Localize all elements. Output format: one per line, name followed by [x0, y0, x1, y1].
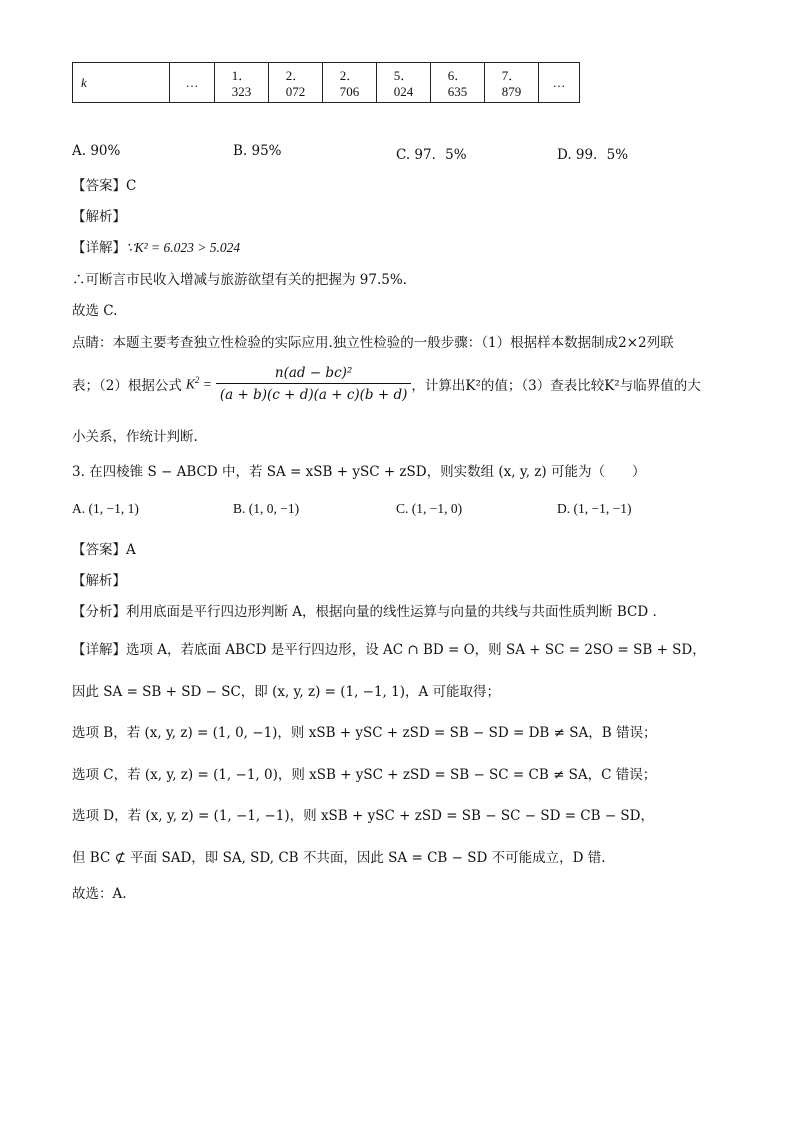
q2-option-b: B. 95%	[233, 143, 282, 159]
q3-detail-line4: 选项 C，若 (x, y, z) = (1, −1, 0)，则 xSB + ySC + zSD = SB − SC = CB ≠ SA，C 错误；	[72, 767, 657, 783]
q3-detail-line1	[72, 638, 706, 658]
answer-tag: 【答案】	[72, 542, 126, 558]
q3-analysis-tag: 【解析】	[72, 573, 126, 589]
q3-stem: 3. 在四棱锥 S − ABCD 中，若 SA = xSB + ySC + zSD，则实数组 (x, y, z) 可能为（ ）	[72, 464, 646, 480]
q3-analysis	[72, 600, 657, 620]
q3-option-a: A. (1, −1, 1)	[72, 501, 139, 516]
analysis-text: 利用底面是平行四边形判断 A，根据向量的线性运算与向量的共线与共面性质判断 BCD .	[126, 604, 657, 620]
q3-option-d: D. (1, −1, −1)	[557, 501, 632, 516]
q3-detail-line5: 选项 D，若 (x, y, z) = (1, −1, −1)，则 xSB + ySC + zSD = SB − SC − SD = CB − SD，	[72, 808, 655, 824]
q2-option-a: A. 90%	[72, 143, 121, 159]
q2-option-c: C. 97．5%	[396, 147, 467, 163]
answer-value: A	[126, 542, 136, 558]
q3-answer	[72, 538, 136, 558]
table-cell: 2．072	[269, 63, 323, 103]
q3-detail-line6: 但 BC ⊄ 平面 SAD，即 SA, SD, CB 不共面，因此 SA = CB − SD 不可能成立，D 错.	[72, 850, 606, 866]
k-squared: $K^2$ =	[185, 375, 212, 392]
table-cell: 7．879	[485, 63, 539, 103]
answer-tag: 【答案】	[72, 178, 126, 194]
note-text: 表；（2）根据公式	[72, 378, 182, 394]
q2-note-line3: 小关系，作统计判断.	[72, 429, 198, 445]
q3-choose: 故选：A.	[72, 886, 127, 902]
table-cell: 5．024	[377, 63, 431, 103]
q2-conclusion: ∴可断言市民收入增减与旅游欲望有关的把握为 97.5%.	[72, 272, 407, 288]
q2-answer	[72, 174, 136, 194]
formula-denominator: (a + b)(c + d)(a + c)(b + d)	[219, 387, 408, 403]
q2-note-line2	[72, 362, 701, 406]
q3-detail-line3: 选项 B，若 (x, y, z) = (1, 0, −1)，则 xSB + ySC + zSD = SB − SD = DB ≠ SA，B 错误；	[72, 725, 657, 741]
detail-math: ∵K² = 6.023 > 5.024	[126, 240, 241, 255]
q2-detail	[72, 236, 240, 256]
table-cell: …	[170, 63, 215, 103]
detail-text: 选项 A，若底面 ABCD 是平行四边形，设 AC ∩ BD = O，则 SA + SC = 2SO = SB + SD，	[126, 642, 706, 658]
detail-tag: 【详解】	[72, 642, 126, 658]
analysis-sub-tag: 【分析】	[72, 604, 126, 620]
formula-numerator: n(ad − bc)²	[216, 365, 412, 384]
table-cell: 1．323	[215, 63, 269, 103]
q3-detail-line2: 因此 SA = SB + SD − SC，即 (x, y, z) = (1, −1, 1)，A 可能取得；	[72, 684, 501, 700]
table-cell-k: k	[73, 63, 170, 103]
note-text: ，计算出K²的值；（3）查表比较K²与临界值的大	[411, 378, 701, 394]
q2-choose: 故选 C.	[72, 303, 118, 319]
k-squared-formula	[216, 365, 412, 403]
answer-value: C	[126, 178, 137, 194]
q2-analysis-tag: 【解析】	[72, 209, 126, 225]
q2-note-line1: 点睛：本题主要考查独立性检验的实际应用.独立性检验的一般步骤：（1）根据样本数据制成2×2列联	[72, 335, 674, 351]
critical-value-table	[72, 62, 580, 103]
q3-option-b: B. (1, 0, −1)	[233, 501, 300, 516]
detail-tag: 【详解】	[72, 240, 126, 256]
q3-option-c: C. (1, −1, 0)	[396, 501, 463, 516]
table-cell: …	[539, 63, 580, 103]
table-cell: 2．706	[323, 63, 377, 103]
q2-option-d: D. 99．5%	[557, 147, 629, 163]
table-cell: 6．635	[431, 63, 485, 103]
table-row	[73, 63, 580, 103]
